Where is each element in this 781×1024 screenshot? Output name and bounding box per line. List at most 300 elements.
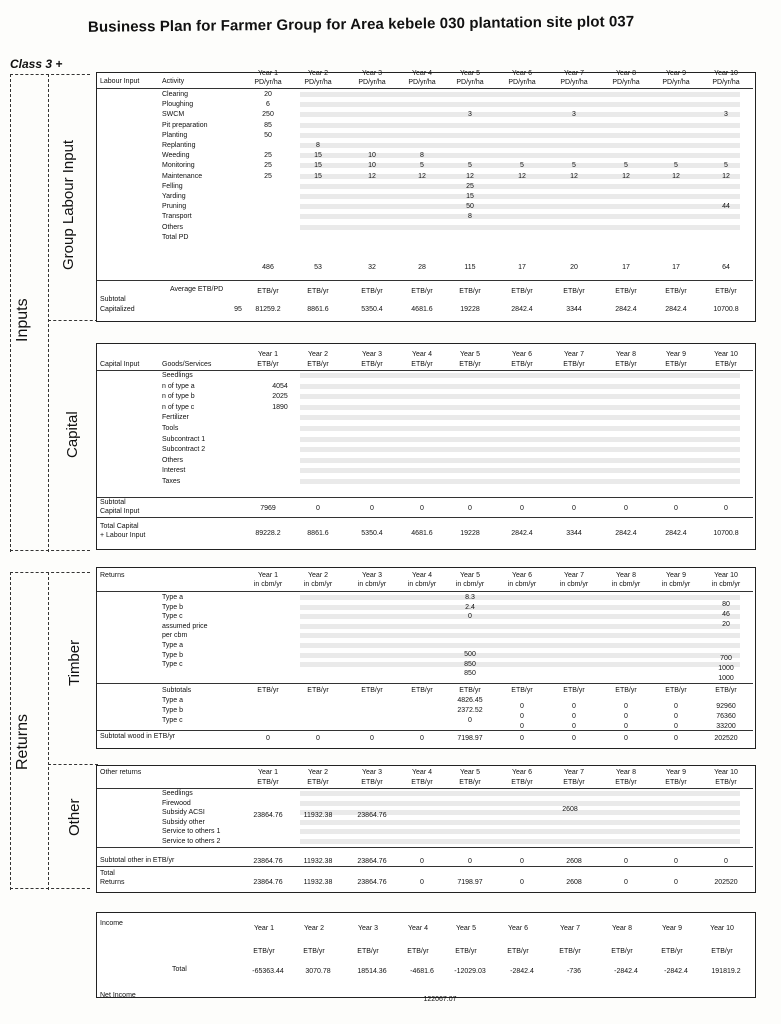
timber-sub-zero: 0: [624, 703, 628, 710]
capital-row-shade: [300, 373, 740, 378]
labour-row-shade: [300, 194, 740, 199]
timber-etb-unit: ETB/yr: [307, 687, 329, 694]
other-year-header: Year 6: [512, 769, 532, 776]
timber-etb-unit: ETB/yr: [511, 687, 533, 694]
other-unit-header: ETB/yr: [307, 779, 329, 786]
labour-etb-unit: ETB/yr: [511, 288, 533, 295]
labour-activity-label: Pruning: [162, 203, 187, 211]
capital-total-cell: 2842.4: [511, 530, 533, 537]
capital-item-value: 4054: [272, 382, 288, 390]
timber-sub-zero: 0: [674, 723, 678, 730]
timber-row-shade: [300, 662, 740, 667]
labour-cell: 25: [466, 182, 474, 190]
capital-unit-header: ETB/yr: [361, 361, 383, 368]
capital-unit-header: ETB/yr: [715, 361, 737, 368]
labour-total-cell: 20: [570, 264, 578, 271]
net-income-label: Net Income: [100, 992, 136, 999]
returns-header: Returns: [100, 572, 125, 579]
timber-sub-y10: 92960: [716, 703, 736, 710]
timber-unit-header: in cbm/yr: [661, 581, 691, 588]
firewood-y7: 2608: [562, 806, 578, 813]
timber-wood-rule: [97, 730, 753, 731]
timber-sub-zero: 0: [572, 723, 576, 730]
capital-total-cell: 89228.2: [255, 530, 281, 537]
page-title: Business Plan for Farmer Group for Area kebele 030 plantation site plot 037: [87, 13, 635, 36]
timber-sub-zero: 0: [572, 713, 576, 720]
other-total-cell: 0: [624, 879, 628, 886]
capital-item-label: Others: [162, 456, 184, 464]
labour-cell: 5: [572, 162, 576, 170]
labour-cell: 12: [368, 172, 376, 180]
labour-activity-label: Yarding: [162, 193, 186, 200]
labour-cell: 10: [368, 162, 376, 170]
sep-dash-2: [48, 764, 98, 765]
labour-cell: 12: [570, 172, 578, 180]
capital-unit-header: ETB/yr: [257, 361, 279, 368]
labour-total-rule: [97, 280, 753, 281]
timber-cbm-y5: 0: [468, 613, 472, 621]
income-year-header: Year 10: [710, 925, 734, 932]
other-unit-header: ETB/yr: [715, 779, 737, 786]
class-label: Class 3 +: [10, 57, 63, 71]
labour-cell: 50: [264, 131, 272, 139]
labour-cell: 25: [264, 162, 272, 170]
labour-cell: 15: [314, 162, 322, 170]
labour-total-cell: 17: [672, 264, 680, 271]
goods-header: Goods/Services: [162, 361, 212, 368]
capital-item-label: Fertilizer: [162, 414, 189, 422]
income-unit-header: ETB/yr: [253, 948, 275, 955]
timber-price-y10: 1000: [718, 665, 734, 672]
labour-total-cell: 53: [314, 264, 322, 271]
labour-unit-header: PD/yr/ha: [456, 79, 484, 86]
other-total-cell: 202520: [714, 879, 738, 886]
labour-cell: 5: [520, 162, 524, 170]
capital-unit-header: ETB/yr: [665, 361, 687, 368]
capital-subtotal-cell: 0: [520, 505, 524, 512]
other-year-header: Year 4: [412, 769, 432, 776]
other-total-rule: [97, 866, 753, 867]
labour-activity-label: Transport: [162, 213, 192, 221]
labour-cell: 5: [624, 162, 628, 170]
labour-activity-label: Weeding: [162, 152, 190, 160]
labour-subtotal-cell: 8861.6: [307, 306, 329, 313]
capital-item-label: Interest: [162, 467, 186, 475]
timber-wood-label: Subtotal wood in ETB/yr: [100, 733, 176, 740]
other-year-header: Year 9: [666, 769, 686, 776]
capital-total-cell: 8861.6: [307, 530, 329, 537]
labour-cell: 12: [518, 172, 526, 180]
sep-dash-1: [48, 320, 98, 321]
other-total-cell: 0: [420, 879, 424, 886]
avg-etb-value: 95: [234, 306, 242, 313]
timber-subtotals-label: Subtotals: [162, 687, 192, 694]
income-unit-header: ETB/yr: [357, 948, 379, 955]
other-row-label: Seedlings: [162, 790, 193, 797]
income-unit-header: ETB/yr: [407, 948, 429, 955]
frame-top: [10, 74, 90, 75]
timber-header-rule: [97, 591, 753, 592]
labour-cell: 5: [724, 162, 728, 170]
labour-subtotal-cell: 4681.6: [411, 306, 433, 313]
income-total-cell: 18514.36: [357, 968, 387, 975]
labour-cell: 5: [674, 162, 678, 170]
timber-cbm-y10: 46: [722, 611, 730, 618]
capital-row-shade: [300, 458, 740, 463]
capital-subtotal-cell: 0: [370, 505, 374, 512]
inner-dash-2: [48, 572, 49, 890]
labour-cell: 8: [468, 213, 472, 221]
capital-row-shade: [300, 447, 740, 452]
labour-row-shade: [300, 143, 740, 148]
labour-row-shade: [300, 123, 740, 128]
income-total-cell: -2842.4: [664, 968, 688, 975]
timber-sub-zero: 0: [624, 723, 628, 730]
side-label-other: Other: [66, 798, 83, 836]
capital-row-shade: [300, 384, 740, 389]
capital-year-header: Year 8: [616, 351, 636, 358]
labour-activity-label: Replanting: [162, 142, 196, 149]
capital-input-header: Capital Input: [100, 361, 140, 368]
capital-year-header: Year 10: [714, 351, 738, 358]
income-total-cell: 3070.78: [305, 968, 331, 975]
capital-total-cell: 5350.4: [361, 530, 383, 537]
labour-subtotal-cell: 3344: [566, 306, 582, 313]
income-unit-header: ETB/yr: [559, 948, 581, 955]
frame-top-returns: [10, 572, 90, 573]
other-year-header: Year 10: [714, 769, 738, 776]
subsidy-acsi-value: 23864.76: [253, 812, 283, 819]
side-label-timber: Timber: [66, 639, 83, 686]
labour-activity-label: Felling: [162, 182, 183, 190]
labour-unit-header: PD/yr/ha: [358, 79, 386, 86]
other-unit-header: ETB/yr: [459, 779, 481, 786]
timber-row-label: Type c: [162, 613, 183, 621]
capital-item-label: Subcontract 1: [162, 435, 206, 443]
timber-sub-y10: 76360: [716, 713, 736, 720]
labour-cell: 50: [466, 203, 474, 211]
capital-subtotal-cell: 0: [468, 505, 472, 512]
labour-year-header: Year 4: [412, 70, 432, 77]
income-total-cell: -4681.6: [410, 968, 434, 975]
capital-subtotal-cell: 0: [572, 505, 576, 512]
timber-row-shade: [300, 595, 740, 600]
labour-unit-header: PD/yr/ha: [508, 79, 536, 86]
other-year-header: Year 5: [460, 769, 480, 776]
other-total-cell: 0: [520, 879, 524, 886]
labour-row-shade: [300, 214, 740, 219]
capital-subtotal-label: Subtotal: [100, 499, 126, 506]
timber-etb-unit: ETB/yr: [615, 687, 637, 694]
labour-total-cell: 32: [368, 264, 376, 271]
subsidy-acsi-value: 23864.76: [357, 812, 387, 819]
labour-cell: 12: [722, 172, 730, 180]
income-year-header: Year 2: [304, 925, 324, 932]
income-year-header: Year 8: [612, 925, 632, 932]
other-total-cell: 23864.76: [253, 879, 283, 886]
capital-row-shade: [300, 394, 740, 399]
timber-sub-zero: 0: [624, 713, 628, 720]
timber-unit-header: in cbm/yr: [303, 581, 333, 588]
labour-row-shade: [300, 112, 740, 117]
timber-sub-zero: 0: [520, 713, 524, 720]
capital-item-label: Seedlings: [162, 372, 193, 379]
labour-cell: 12: [418, 172, 426, 180]
labour-year-header: Year 8: [616, 70, 636, 77]
labour-row-shade: [300, 225, 740, 230]
labour-total-cell: 17: [622, 264, 630, 271]
labour-subtotal-cell: 10700.8: [713, 306, 739, 313]
capital-unit-header: ETB/yr: [563, 361, 585, 368]
labour-unit-header: PD/yr/ha: [408, 79, 436, 86]
other-subtotal-cell: 23864.76: [357, 858, 387, 865]
timber-row-shade: [300, 605, 740, 610]
timber-wood-cell: 0: [624, 735, 628, 742]
labour-cell: 6: [266, 101, 270, 109]
timber-year-header: Year 3: [362, 572, 382, 579]
capital-item-value: 2025: [272, 393, 288, 401]
total-capital-label-2: + Labour Input: [100, 532, 146, 539]
timber-subtotals-rule: [97, 683, 753, 684]
timber-year-header: Year 10: [714, 572, 738, 579]
capital-subtotal-cell: 0: [316, 505, 320, 512]
timber-sub-zero: 0: [520, 703, 524, 710]
income-year-header: Year 9: [662, 925, 682, 932]
labour-total-cell: 64: [722, 264, 730, 271]
timber-wood-cell: 0: [266, 735, 270, 742]
labour-year-header: Year 2: [308, 70, 328, 77]
capital-item-label: Subcontract 2: [162, 446, 206, 454]
labour-year-header: Year 3: [362, 70, 382, 77]
timber-wood-cell: 0: [572, 735, 576, 742]
timber-sub-zero: 0: [674, 703, 678, 710]
other-subtotal-cell: 0: [674, 858, 678, 865]
timber-wood-cell: 0: [674, 735, 678, 742]
labour-unit-header: PD/yr/ha: [560, 79, 588, 86]
total-capital-label-1: Total Capital: [100, 523, 139, 530]
labour-activity-label: Others: [162, 223, 184, 231]
frame-left: [10, 74, 11, 552]
timber-unit-header: in cbm/yr: [507, 581, 537, 588]
other-unit-header: ETB/yr: [615, 779, 637, 786]
timber-sub-type-label: Type c: [162, 717, 183, 724]
income-unit-header: ETB/yr: [611, 948, 633, 955]
labour-year-header: Year 5: [460, 70, 480, 77]
timber-etb-unit: ETB/yr: [563, 687, 585, 694]
timber-etb-unit: ETB/yr: [715, 687, 737, 694]
labour-activity-label: Maintenance: [162, 172, 203, 180]
labour-subtotal-label: Subtotal: [100, 296, 126, 303]
labour-subtotal-cell: 5350.4: [361, 306, 383, 313]
timber-wood-cell: 7198.97: [457, 735, 483, 742]
capital-unit-header: ETB/yr: [511, 361, 533, 368]
other-subtotal-cell: 0: [468, 858, 472, 865]
timber-sub-zero: 0: [520, 723, 524, 730]
timber-row-shade: [300, 653, 740, 658]
labour-subtotal-cell: 81259.2: [255, 306, 281, 313]
side-label-capital: Capital: [64, 411, 81, 458]
income-header: Income: [100, 920, 123, 927]
labour-etb-unit: ETB/yr: [563, 288, 585, 295]
side-label-inputs: Inputs: [14, 298, 31, 342]
other-unit-header: ETB/yr: [361, 779, 383, 786]
labour-cell: 8: [316, 142, 320, 149]
frame-bottom-returns: [10, 888, 90, 889]
labour-row-shade: [300, 184, 740, 189]
frame-left-returns: [10, 572, 11, 890]
labour-total-label: Total PD: [162, 234, 189, 241]
capital-item-label: Tools: [162, 425, 179, 432]
timber-row-shade: [300, 624, 740, 629]
capital-year-header: Year 9: [666, 351, 686, 358]
labour-input-header: Labour Input: [100, 78, 140, 85]
timber-sub-type-label: Type b: [162, 707, 184, 714]
labour-row-shade: [300, 204, 740, 209]
timber-unit-header: in cbm/yr: [455, 581, 485, 588]
capital-total-cell: 4681.6: [411, 530, 433, 537]
capital-item-value: 1890: [272, 403, 288, 411]
labour-year-header: Year 6: [512, 70, 532, 77]
capital-input-label: Capital Input: [100, 508, 140, 515]
timber-cbm-y5: 2.4: [465, 603, 475, 611]
labour-cell: 25: [264, 152, 272, 160]
capital-row-shade: [300, 479, 740, 484]
labour-cell: 3: [468, 111, 472, 119]
labour-activity-label: Planting: [162, 131, 188, 139]
other-year-header: Year 1: [258, 769, 278, 776]
other-returns-header: Other returns: [100, 769, 142, 776]
labour-cell: 250: [262, 111, 274, 119]
labour-unit-header: PD/yr/ha: [304, 79, 332, 86]
timber-sub-zero: 0: [674, 713, 678, 720]
income-year-header: Year 6: [508, 925, 528, 932]
income-total-label: Total: [172, 966, 187, 973]
capital-item-label: n of type a: [162, 382, 195, 390]
timber-wood-cell: 0: [520, 735, 524, 742]
labour-unit-header: PD/yr/ha: [612, 79, 640, 86]
labour-year-header: Year 10: [714, 70, 738, 77]
labour-activity-label: Ploughing: [162, 101, 194, 109]
labour-cell: 25: [264, 172, 272, 180]
timber-row-label: Type b: [162, 651, 184, 659]
timber-sub-y5: 4826.45: [457, 697, 483, 704]
other-unit-header: ETB/yr: [257, 779, 279, 786]
timber-cbm-y5: 8.3: [465, 594, 475, 601]
timber-wood-cell: 0: [316, 735, 320, 742]
other-row-shade: [300, 839, 740, 844]
income-year-header: Year 7: [560, 925, 580, 932]
timber-year-header: Year 1: [258, 572, 278, 579]
timber-year-header: Year 9: [666, 572, 686, 579]
labour-cell: 10: [368, 152, 376, 160]
timber-price-y5: 850: [464, 660, 476, 668]
income-unit-header: ETB/yr: [303, 948, 325, 955]
labour-subtotal-cell: 2842.4: [665, 306, 687, 313]
income-total-cell: 191819.2: [711, 968, 741, 975]
capital-item-label: n of type b: [162, 393, 195, 401]
timber-sub-y5: 0: [468, 717, 472, 724]
other-subtotal-cell: 2608: [566, 858, 582, 865]
timber-price-y10: 700: [720, 655, 732, 662]
labour-cell: 12: [466, 172, 474, 180]
capital-total-cell: 3344: [566, 530, 582, 537]
labour-subtotal-cell: 2842.4: [511, 306, 533, 313]
capital-subtotal-cell: 0: [674, 505, 678, 512]
other-subtotal-cell: 0: [624, 858, 628, 865]
subsidy-acsi-value: 11932.38: [303, 812, 333, 819]
labour-activity-label: Pit preparation: [162, 121, 208, 129]
other-year-header: Year 8: [616, 769, 636, 776]
labour-cell: 85: [264, 121, 272, 129]
timber-price-y10: 1000: [718, 675, 734, 682]
labour-total-cell: 115: [464, 264, 476, 271]
inner-dash-1: [48, 74, 49, 552]
income-year-header: Year 4: [408, 925, 428, 932]
other-unit-header: ETB/yr: [563, 779, 585, 786]
capital-subtotal-cell: 0: [420, 505, 424, 512]
timber-unit-header: in cbm/yr: [357, 581, 387, 588]
other-row-shade: [300, 829, 740, 834]
timber-year-header: Year 4: [412, 572, 432, 579]
timber-etb-unit: ETB/yr: [411, 687, 433, 694]
timber-etb-unit: ETB/yr: [665, 687, 687, 694]
labour-cell: 20: [264, 91, 272, 98]
side-label-group-labour: Group Labour Input: [60, 139, 77, 270]
other-row-label: Service to others 2: [162, 838, 221, 845]
timber-price-y5: 850: [464, 670, 476, 678]
labour-row-shade: [300, 102, 740, 107]
labour-subtotal-cell: 2842.4: [615, 306, 637, 313]
timber-wood-cell: 0: [370, 735, 374, 742]
other-unit-header: ETB/yr: [411, 779, 433, 786]
other-subtotal-cell: 23864.76: [253, 858, 283, 865]
capital-year-header: Year 7: [564, 351, 584, 358]
income-unit-header: ETB/yr: [711, 948, 733, 955]
labour-cell: 15: [314, 172, 322, 180]
other-row-label: Subsidy ACSI: [162, 809, 205, 817]
frame-bottom-inputs: [10, 550, 90, 551]
timber-etb-unit: ETB/yr: [257, 687, 279, 694]
capital-unit-header: ETB/yr: [459, 361, 481, 368]
capital-unit-header: ETB/yr: [411, 361, 433, 368]
labour-year-header: Year 9: [666, 70, 686, 77]
other-subtotal-cell: 11932.38: [303, 858, 333, 865]
avg-etb-label: Average ETB/PD: [170, 286, 224, 293]
other-subtotal-rule: [97, 847, 753, 848]
other-header-rule: [97, 788, 753, 789]
labour-row-shade: [300, 92, 740, 97]
labour-etb-unit: ETB/yr: [307, 288, 329, 295]
side-label-returns: Returns: [14, 713, 31, 770]
timber-year-header: Year 5: [460, 572, 480, 579]
capital-row-shade: [300, 405, 740, 410]
labour-capitalized-label: Capitalized: [100, 306, 135, 313]
capital-header-rule: [97, 370, 753, 371]
timber-unit-header: in cbm/yr: [611, 581, 641, 588]
labour-etb-unit: ETB/yr: [411, 288, 433, 295]
timber-row-label: Type c: [162, 661, 183, 669]
timber-row-shade: [300, 643, 740, 648]
labour-cell: 15: [466, 193, 474, 200]
capital-row-shade: [300, 415, 740, 420]
timber-wood-cell: 0: [420, 735, 424, 742]
capital-total-rule: [97, 517, 753, 518]
other-year-header: Year 7: [564, 769, 584, 776]
timber-row-shade: [300, 633, 740, 638]
labour-cell: 15: [314, 152, 322, 160]
capital-row-shade: [300, 468, 740, 473]
labour-etb-unit: ETB/yr: [361, 288, 383, 295]
